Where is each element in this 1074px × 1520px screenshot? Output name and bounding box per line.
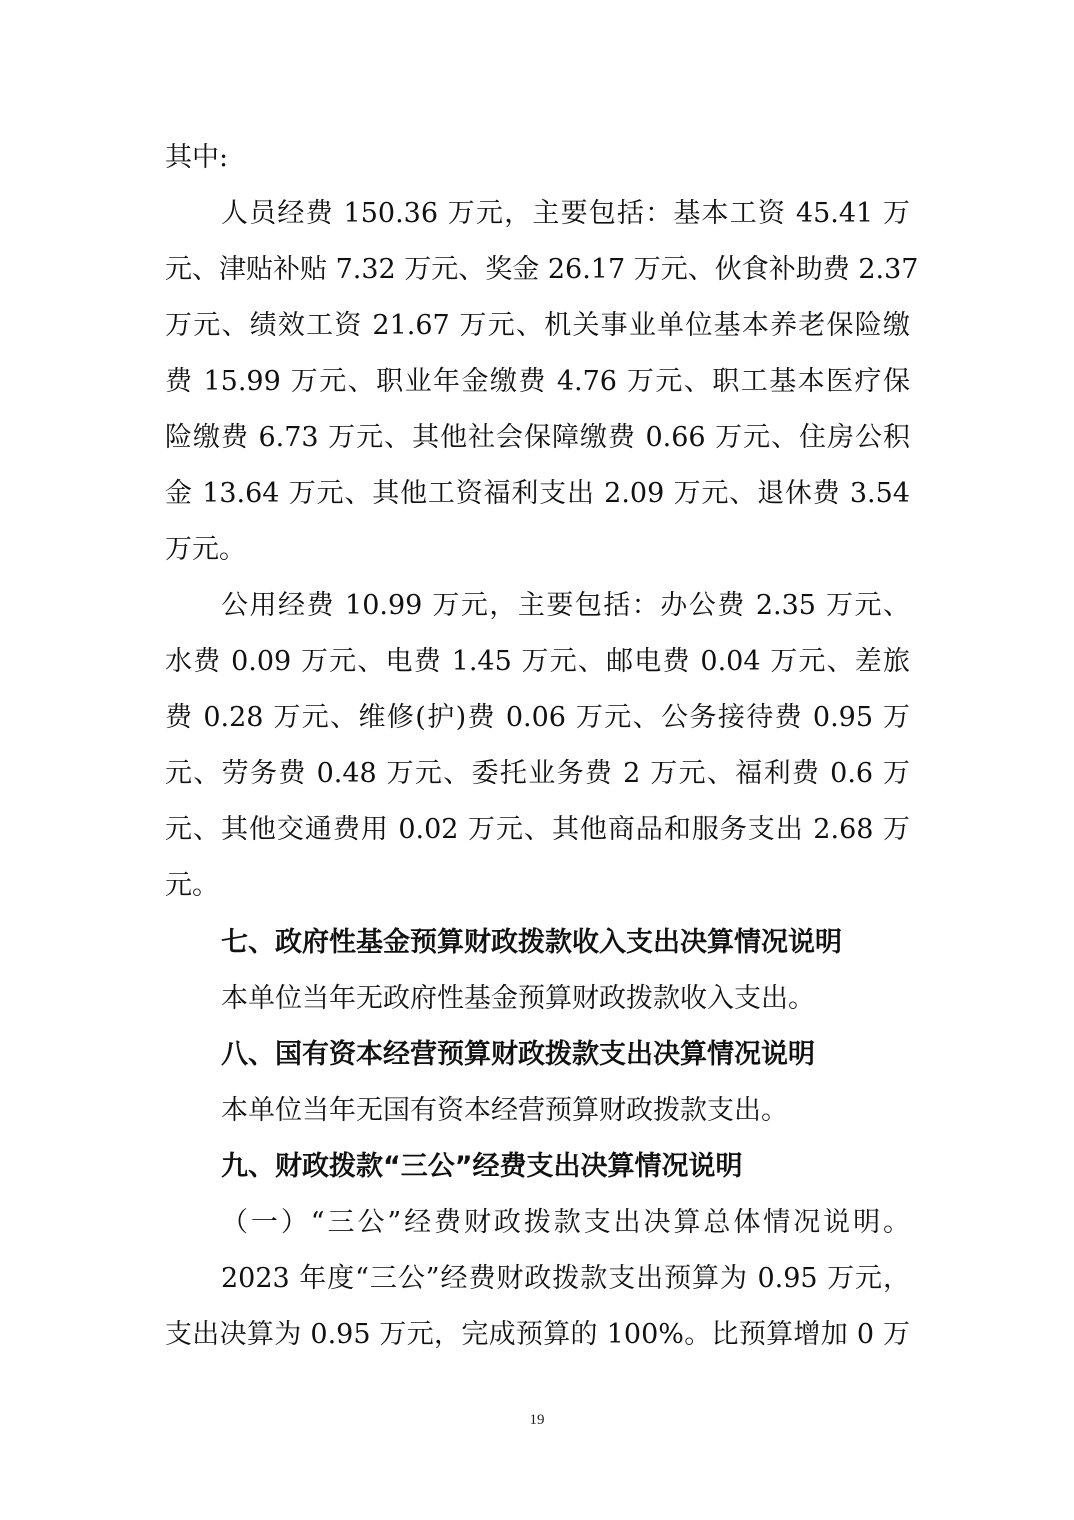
page-number: 19: [529, 1412, 545, 1428]
section-heading-7: 七、政府性基金预算财政拨款收入支出决算情况说明: [221, 927, 842, 958]
text-line-section-9-1: 2023 年度“三公”经费财政拨款支出预算为 0.95 万元，: [221, 1263, 910, 1294]
text-line-public-5: 元、其他交通费用 0.02 万元、其他商品和服务支出 2.68 万: [165, 814, 910, 845]
subsection-heading-9-1: （一）“三公”经费财政拨款支出决算总体情况说明。: [221, 1207, 910, 1238]
text-line-section-9-2: 支出决算为 0.95 万元，完成预算的 100%。比预算增加 0 万: [165, 1319, 910, 1350]
text-line-personnel-6: 金 13.64 万元、其他工资福利支出 2.09 万元、退休费 3.54: [165, 478, 910, 509]
text-line-public-3: 费 0.28 万元、维修(护)费 0.06 万元、公务接待费 0.95 万: [165, 702, 910, 733]
text-line-section-7: 本单位当年无政府性基金预算财政拨款收入支出。: [221, 983, 815, 1014]
section-heading-8: 八、国有资本经营预算财政拨款支出决算情况说明: [221, 1039, 815, 1070]
text-line-public-1: 公用经费 10.99 万元，主要包括：办公费 2.35 万元、: [221, 590, 910, 621]
text-line-personnel-7: 万元。: [165, 534, 246, 565]
text-line-personnel-4: 费 15.99 万元、职业年金缴费 4.76 万元、职工基本医疗保: [165, 366, 910, 397]
text-line-public-6: 元。: [165, 870, 219, 901]
section-heading-9: 九、财政拨款“三公”经费支出决算情况说明: [221, 1151, 743, 1182]
text-line-personnel-3: 万元、绩效工资 21.67 万元、机关事业单位基本养老保险缴: [165, 310, 910, 341]
text-line-personnel-2: 元、津贴补贴 7.32 万元、奖金 26.17 万元、伙食补助费 2.37: [165, 254, 919, 285]
text-line-public-2: 水费 0.09 万元、电费 1.45 万元、邮电费 0.04 万元、差旅: [165, 646, 910, 677]
text-line-intro: 其中:: [165, 142, 229, 173]
text-line-personnel-5: 险缴费 6.73 万元、其他社会保障缴费 0.66 万元、住房公积: [165, 422, 910, 453]
text-line-section-8: 本单位当年无国有资本经营预算财政拨款支出。: [221, 1095, 788, 1126]
text-line-personnel-1: 人员经费 150.36 万元，主要包括：基本工资 45.41 万: [221, 198, 910, 229]
text-line-public-4: 元、劳务费 0.48 万元、委托业务费 2 万元、福利费 0.6 万: [165, 758, 910, 789]
